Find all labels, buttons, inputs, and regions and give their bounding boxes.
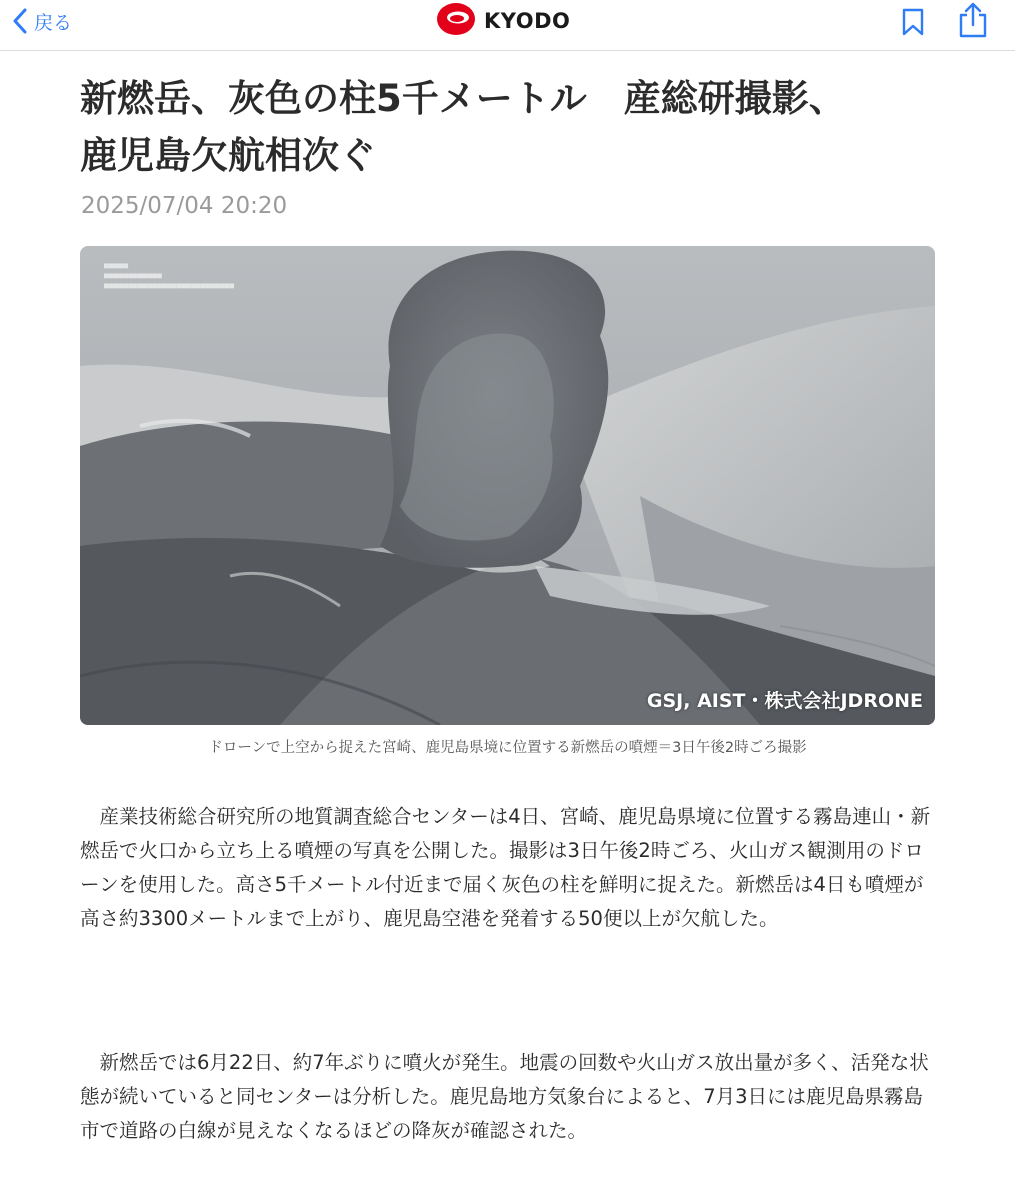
logo-text: KYODO — [484, 9, 571, 33]
photo-caption: ドローンで上空から捉えた宮崎、鹿児島県境に位置する新燃岳の噴煙＝3日午後2時ごろ撮影 — [208, 740, 807, 756]
bookmark-icon — [901, 21, 925, 40]
back-label: 戻る — [34, 11, 73, 34]
article-paragraph: 新燃岳では6月22日、約7年ぶりに噴火が発生。地震の回数や火山ガス放出量が多く、活発な状態が続いていると同センターは分析した。鹿児島地方気象台によると、7月3日には鹿児島県霧島市で道路の白線が見えなくなるほどの降灰が確認された。 — [80, 1051, 929, 1142]
bookmark-button[interactable] — [901, 8, 925, 40]
photo-credit: GSJ, AIST・株式会社JDRONE — [646, 690, 923, 712]
article-photo[interactable] — [80, 246, 935, 725]
article-timestamp: 2025/07/04 20:20 — [81, 193, 288, 219]
share-icon — [957, 23, 989, 42]
kyodo-logo-icon — [436, 2, 476, 40]
article-paragraph: 産業技術総合研究所の地質調査総合センターは4日、宮崎、鹿児島県境に位置する霧島連山・新燃岳で火口から立ち上る噴煙の写真を公開した。撮影は3日午後2時ごろ、火山ガス観測用のドローンを使用した。高さ5千メートル付近まで届く灰色の柱を鮮明に捉えた。新燃岳は4日も噴煙が高さ約3300メートルまで上がり、鹿児島空港を発着する50便以上が欠航した。 — [80, 805, 931, 930]
volcano-eruption-image — [80, 246, 935, 725]
top-navigation-bar — [0, 0, 1015, 51]
svg-text:■■■■■■■■■■■■■■■■■■■■■■■■■■■: ■■■■■■■■■■■■■■■■■■■■■■■■■■■ — [104, 281, 235, 290]
chevron-left-icon — [12, 8, 28, 34]
svg-text:■■■■■■■■■■■■: ■■■■■■■■■■■■ — [104, 271, 162, 280]
article-title: 新燃岳、灰色の柱5千メートル 産総研撮影、 鹿児島欠航相次ぐ — [80, 77, 846, 177]
back-button[interactable] — [12, 4, 72, 38]
share-button[interactable] — [957, 2, 989, 42]
svg-text:■■■■■: ■■■■■ — [104, 261, 129, 270]
kyodo-logo — [436, 4, 570, 38]
